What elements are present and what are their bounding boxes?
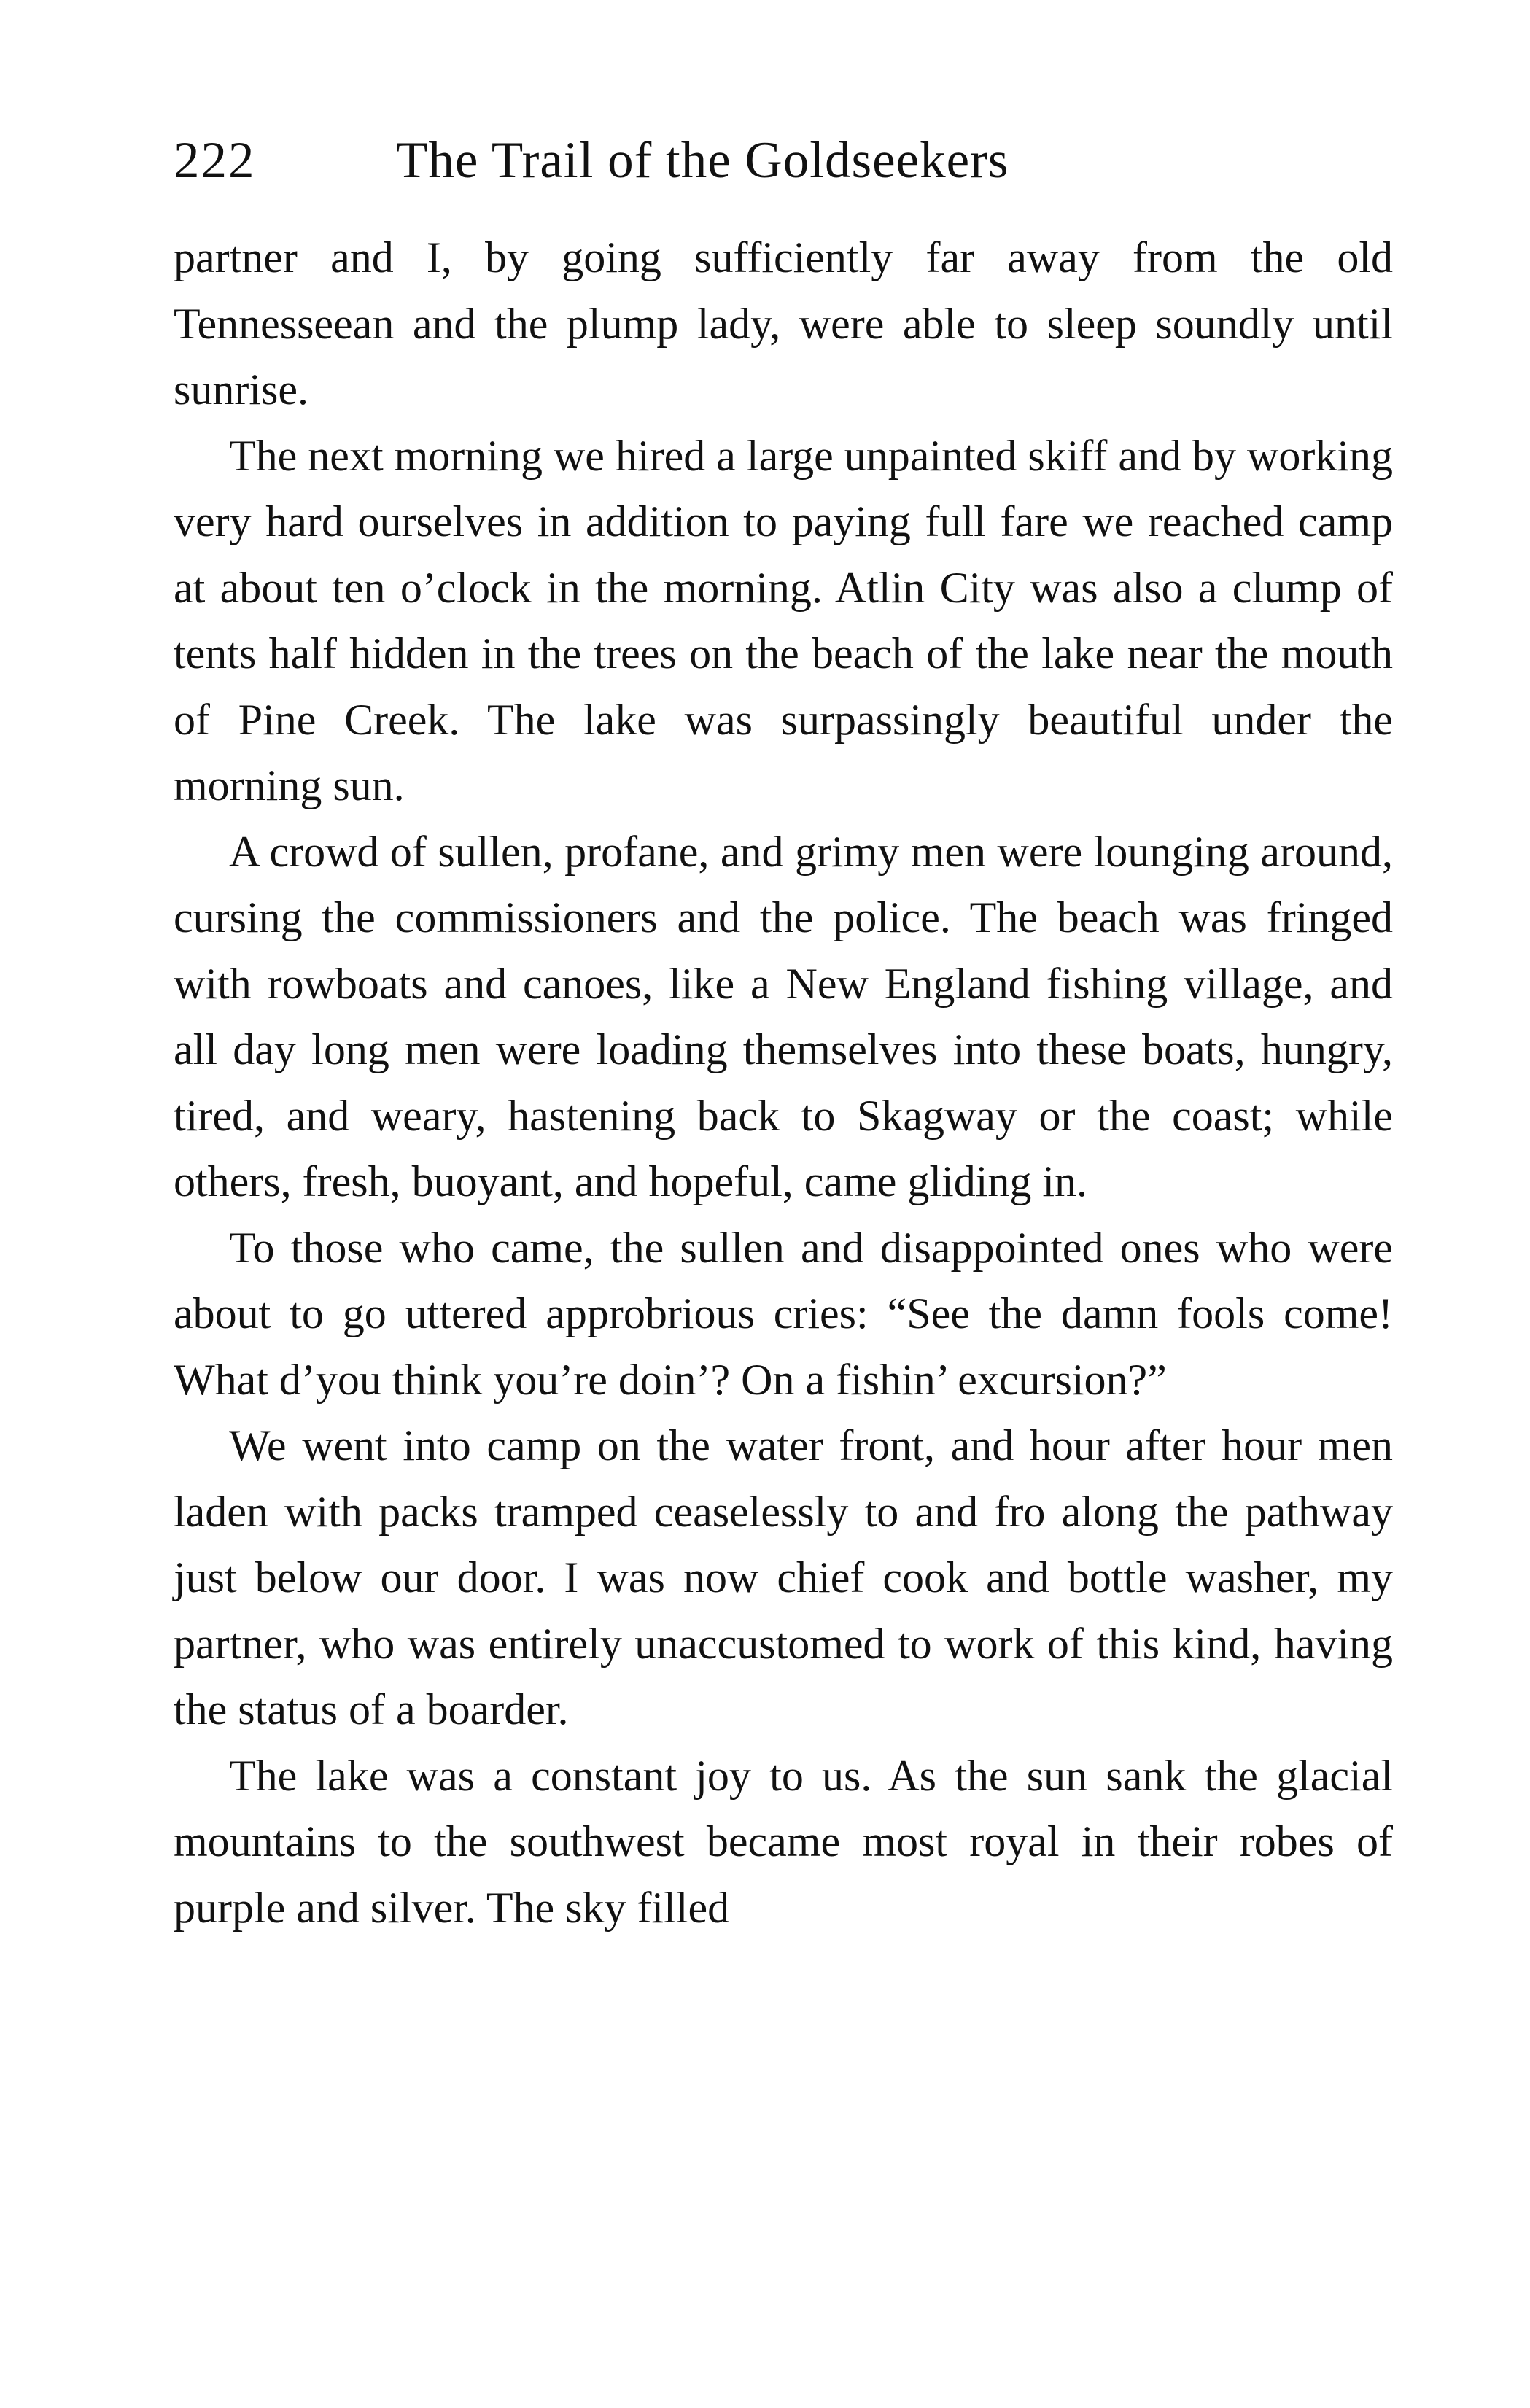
body-text xyxy=(174,225,1393,1941)
book-page xyxy=(174,124,1393,1941)
paragraph: A crowd of sullen, profane, and grimy men were lounging around, cursing the commissioners and the police. The beach was fringed with rowboats and canoes, like a New England fishing village, and all day long men were loading themselves into these boats, hungry, tired, and weary, hastening back to Skagway or the coast; while others, fresh, buoyant, and hopeful, came gliding in. xyxy=(174,827,1393,1205)
running-title: The Trail of the Goldseekers xyxy=(396,132,1009,189)
paragraph: The next morning we hired a large unpainted skiff and by working very hard ourselves in addition to paying full fare we reached camp at about ten o’clock in the morning. Atlin City was also a clump of tents half hidden in the trees on the beach of the lake near the mouth of Pine Creek. The lake was surpassingly beautiful under the morning sun. xyxy=(174,431,1393,809)
paragraph: The lake was a constant joy to us. As the sun sank the glacial mountains to the southwest became most royal in their robes of purple and silver. The sky filled xyxy=(174,1751,1393,1932)
page-number: 222 xyxy=(174,132,256,189)
paragraph: To those who came, the sullen and disappointed ones who were about to go uttered approbrious cries: “See the damn fools come! What d’you think you’re doin’? On a fishin’ excursion?” xyxy=(174,1223,1393,1404)
running-head xyxy=(174,124,1393,197)
paragraph: We went into camp on the water front, and hour after hour men laden with packs tramped ceaselessly to and fro along the pathway just below our door. I was now chief cook and bottle washer, my partner, who was entirely unaccustomed to work of this kind, having the status of a boarder. xyxy=(174,1421,1393,1733)
paragraph-continued: partner and I, by going sufficiently far away from the old Tennesseean and the plump lady, were able to sleep soundly until sunrise. xyxy=(174,233,1393,413)
